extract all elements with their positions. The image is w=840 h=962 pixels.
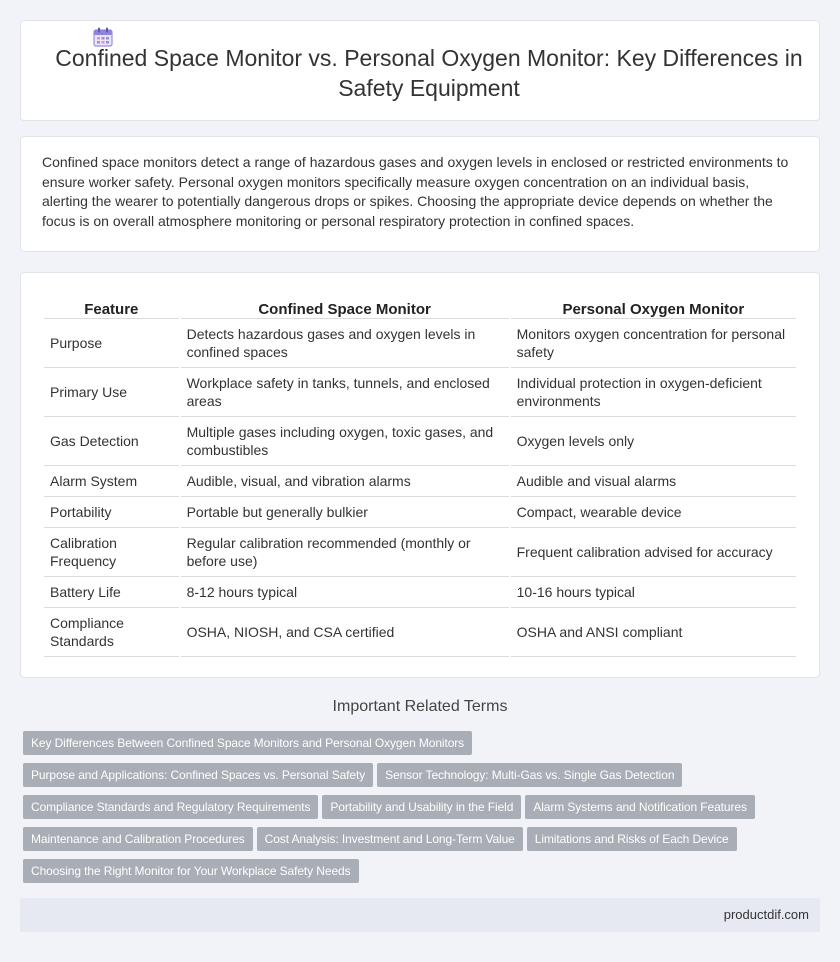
related-term-tag[interactable]: Alarm Systems and Notification Features <box>525 795 755 819</box>
table-cell: Detects hazardous gases and oxygen levels in confined spaces <box>181 319 509 368</box>
footer-site-link[interactable]: productdif.com <box>723 907 809 922</box>
table-row <box>44 497 796 528</box>
table-cell: Regular calibration recommended (monthly or before use) <box>181 528 509 577</box>
page-title: Confined Space Monitor vs. Personal Oxygen Monitor: Key Differences in Safety Equipment <box>55 45 803 101</box>
table-cell: Multiple gases including oxygen, toxic gases, and combustibles <box>181 417 509 466</box>
table-cell: OSHA, NIOSH, and CSA certified <box>181 608 509 657</box>
table-cell: Compliance Standards <box>44 608 179 657</box>
table-row <box>44 577 796 608</box>
intro-card <box>20 136 820 252</box>
table-cell: Battery Life <box>44 577 179 608</box>
table-cell: Oxygen levels only <box>511 417 796 466</box>
column-header-confined-space-monitor: Confined Space Monitor <box>181 293 509 319</box>
table-cell: 10-16 hours typical <box>511 577 796 608</box>
table-cell: Audible, visual, and vibration alarms <box>181 466 509 497</box>
table-cell: Portability <box>44 497 179 528</box>
table-header-row <box>44 293 796 319</box>
comparison-table-card <box>20 272 820 678</box>
related-terms-list <box>23 731 823 891</box>
related-term-tag[interactable]: Limitations and Risks of Each Device <box>527 827 737 851</box>
table-cell: Primary Use <box>44 368 179 417</box>
title-card <box>20 20 820 121</box>
related-term-tag[interactable]: Portability and Usability in the Field <box>322 795 521 819</box>
table-cell: OSHA and ANSI compliant <box>511 608 796 657</box>
table-cell: Audible and visual alarms <box>511 466 796 497</box>
table-cell: 8-12 hours typical <box>181 577 509 608</box>
related-term-tag[interactable]: Cost Analysis: Investment and Long-Term Value <box>257 827 523 851</box>
table-row <box>44 319 796 368</box>
table-row <box>44 368 796 417</box>
intro-paragraph: Confined space monitors detect a range of hazardous gases and oxygen levels in enclosed or restricted environments to ensure worker safety. Personal oxygen monitors specifically measure oxygen concentration on an individual basis, alerting the wearer to potentially dangerous drops or spikes. Choosing the appropriate device depends on whether the focus is on overall atmosphere monitoring or personal respiratory protection in confined spaces. <box>42 154 789 229</box>
table-row <box>44 417 796 466</box>
table-cell: Monitors oxygen concentration for personal safety <box>511 319 796 368</box>
related-term-tag[interactable]: Purpose and Applications: Confined Spaces vs. Personal Safety <box>23 763 373 787</box>
table-row <box>44 608 796 657</box>
footer <box>20 898 820 932</box>
related-term-tag[interactable]: Maintenance and Calibration Procedures <box>23 827 253 851</box>
table-row <box>44 466 796 497</box>
column-header-personal-oxygen-monitor: Personal Oxygen Monitor <box>511 293 796 319</box>
comparison-table <box>42 293 798 657</box>
table-cell: Purpose <box>44 319 179 368</box>
related-term-tag[interactable]: Choosing the Right Monitor for Your Workplace Safety Needs <box>23 859 359 883</box>
table-cell: Portable but generally bulkier <box>181 497 509 528</box>
related-term-tag[interactable]: Compliance Standards and Regulatory Requirements <box>23 795 318 819</box>
related-term-tag[interactable]: Key Differences Between Confined Space Monitors and Personal Oxygen Monitors <box>23 731 472 755</box>
table-cell: Alarm System <box>44 466 179 497</box>
related-terms-heading: Important Related Terms <box>332 698 508 715</box>
table-cell: Gas Detection <box>44 417 179 466</box>
related-term-tag[interactable]: Sensor Technology: Multi-Gas vs. Single Gas Detection <box>377 763 682 787</box>
table-cell: Calibration Frequency <box>44 528 179 577</box>
column-header-feature: Feature <box>44 293 179 319</box>
table-cell: Workplace safety in tanks, tunnels, and enclosed areas <box>181 368 509 417</box>
table-row <box>44 528 796 577</box>
table-cell: Individual protection in oxygen-deficient environments <box>511 368 796 417</box>
table-cell: Frequent calibration advised for accuracy <box>511 528 796 577</box>
table-cell: Compact, wearable device <box>511 497 796 528</box>
